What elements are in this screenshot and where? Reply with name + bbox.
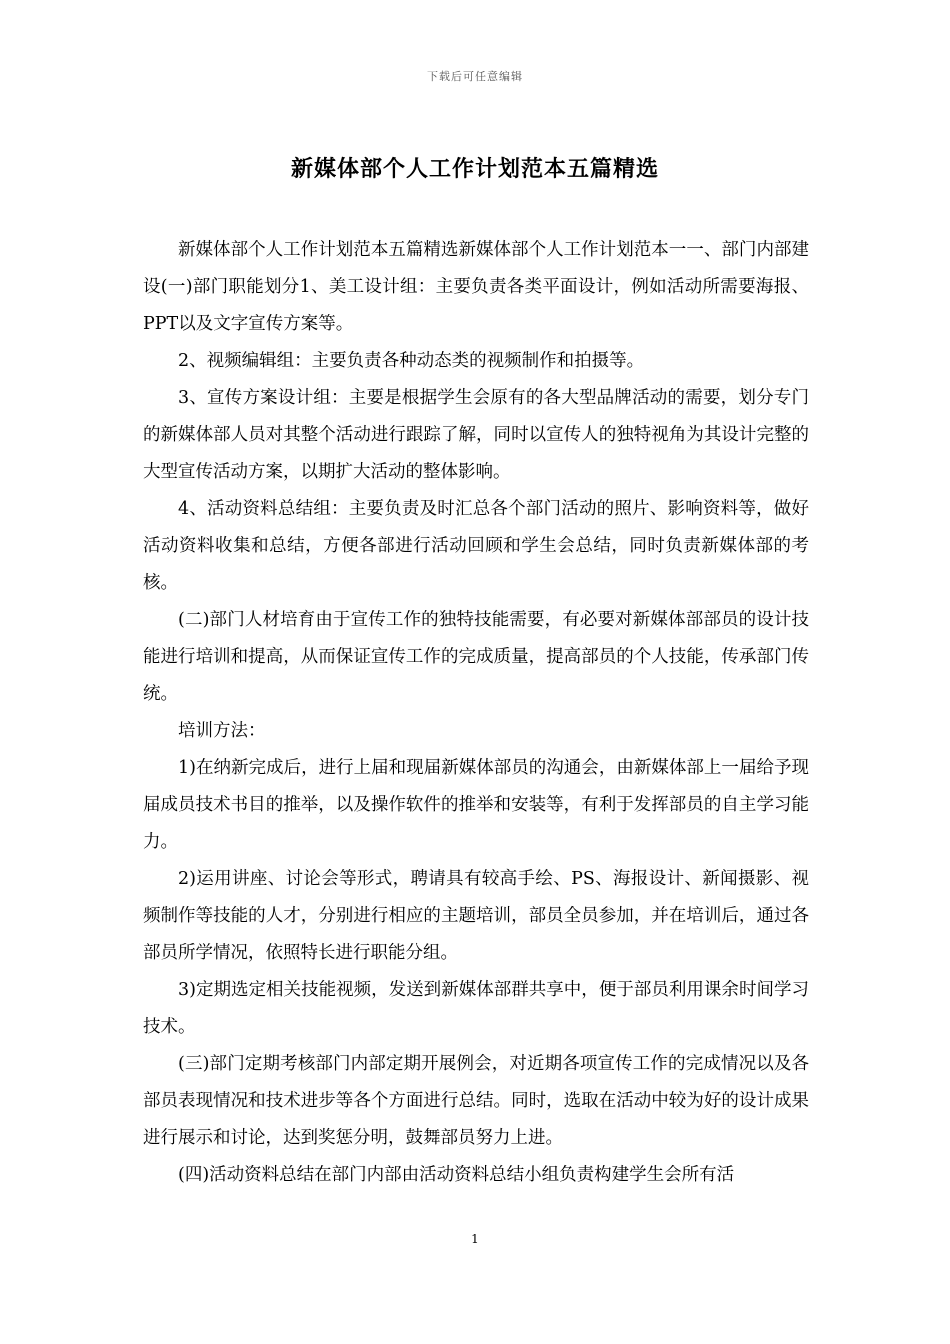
paragraph: 3、宣传方案设计组：主要是根据学生会原有的各大型品牌活动的需要，划分专门的新媒体部人员对其整个活动进行跟踪了解，同时以宣传人的独特视角为其设计完整的大型宣传活动方案，以期扩大活动的整体影响。	[143, 388, 809, 482]
paragraph: (二)部门人材培育由于宣传工作的独特技能需要，有必要对新媒体部部员的设计技能进行培训和提高，从而保证宣传工作的完成质量，提高部员的个人技能，传承部门传统。	[143, 610, 809, 704]
document-title: 新媒体部个人工作计划范本五篇精选	[290, 156, 659, 182]
paragraph: 新媒体部个人工作计划范本五篇精选新媒体部个人工作计划范本一一、部门内部建设(一)部门职能划分1、美工设计组：主要负责各类平面设计，例如活动所需要海报、PPT以及文字宣传方案等。	[143, 240, 809, 334]
header-note: 下载后可任意编辑	[427, 70, 523, 83]
paragraph: 2、视频编辑组：主要负责各种动态类的视频制作和拍摄等。	[178, 351, 645, 371]
paragraph: (四)活动资料总结在部门内部由活动资料总结小组负责构建学生会所有活	[178, 1165, 735, 1185]
page-number: 1	[471, 1232, 479, 1246]
paragraph: 1)在纳新完成后，进行上届和现届新媒体部员的沟通会，由新媒体部上一届给予现届成员技术书目的推举，以及操作软件的推举和安装等，有利于发挥部员的自主学习能力。	[143, 758, 809, 852]
paragraph: 3)定期选定相关技能视频，发送到新媒体部群共享中，便于部员利用课余时间学习技术。	[143, 980, 809, 1037]
paragraph: 2)运用讲座、讨论会等形式，聘请具有较高手绘、PS、海报设计、新闻摄影、视频制作等技能的人才，分别进行相应的主题培训，部员全员参加，并在培训后，通过各部员所学情况，依照特长进行职能分组。	[143, 869, 809, 963]
paragraph: 4、活动资料总结组：主要负责及时汇总各个部门活动的照片、影响资料等，做好活动资料收集和总结，方便各部进行活动回顾和学生会总结，同时负责新媒体部的考核。	[143, 499, 809, 593]
document-body	[143, 232, 809, 1194]
paragraph: 培训方法：	[178, 721, 266, 741]
paragraph: (三)部门定期考核部门内部定期开展例会，对近期各项宣传工作的完成情况以及各部员表现情况和技术进步等各个方面进行总结。同时，选取在活动中较为好的设计成果进行展示和讨论，达到奖惩分明，鼓舞部员努力上进。	[143, 1054, 809, 1148]
